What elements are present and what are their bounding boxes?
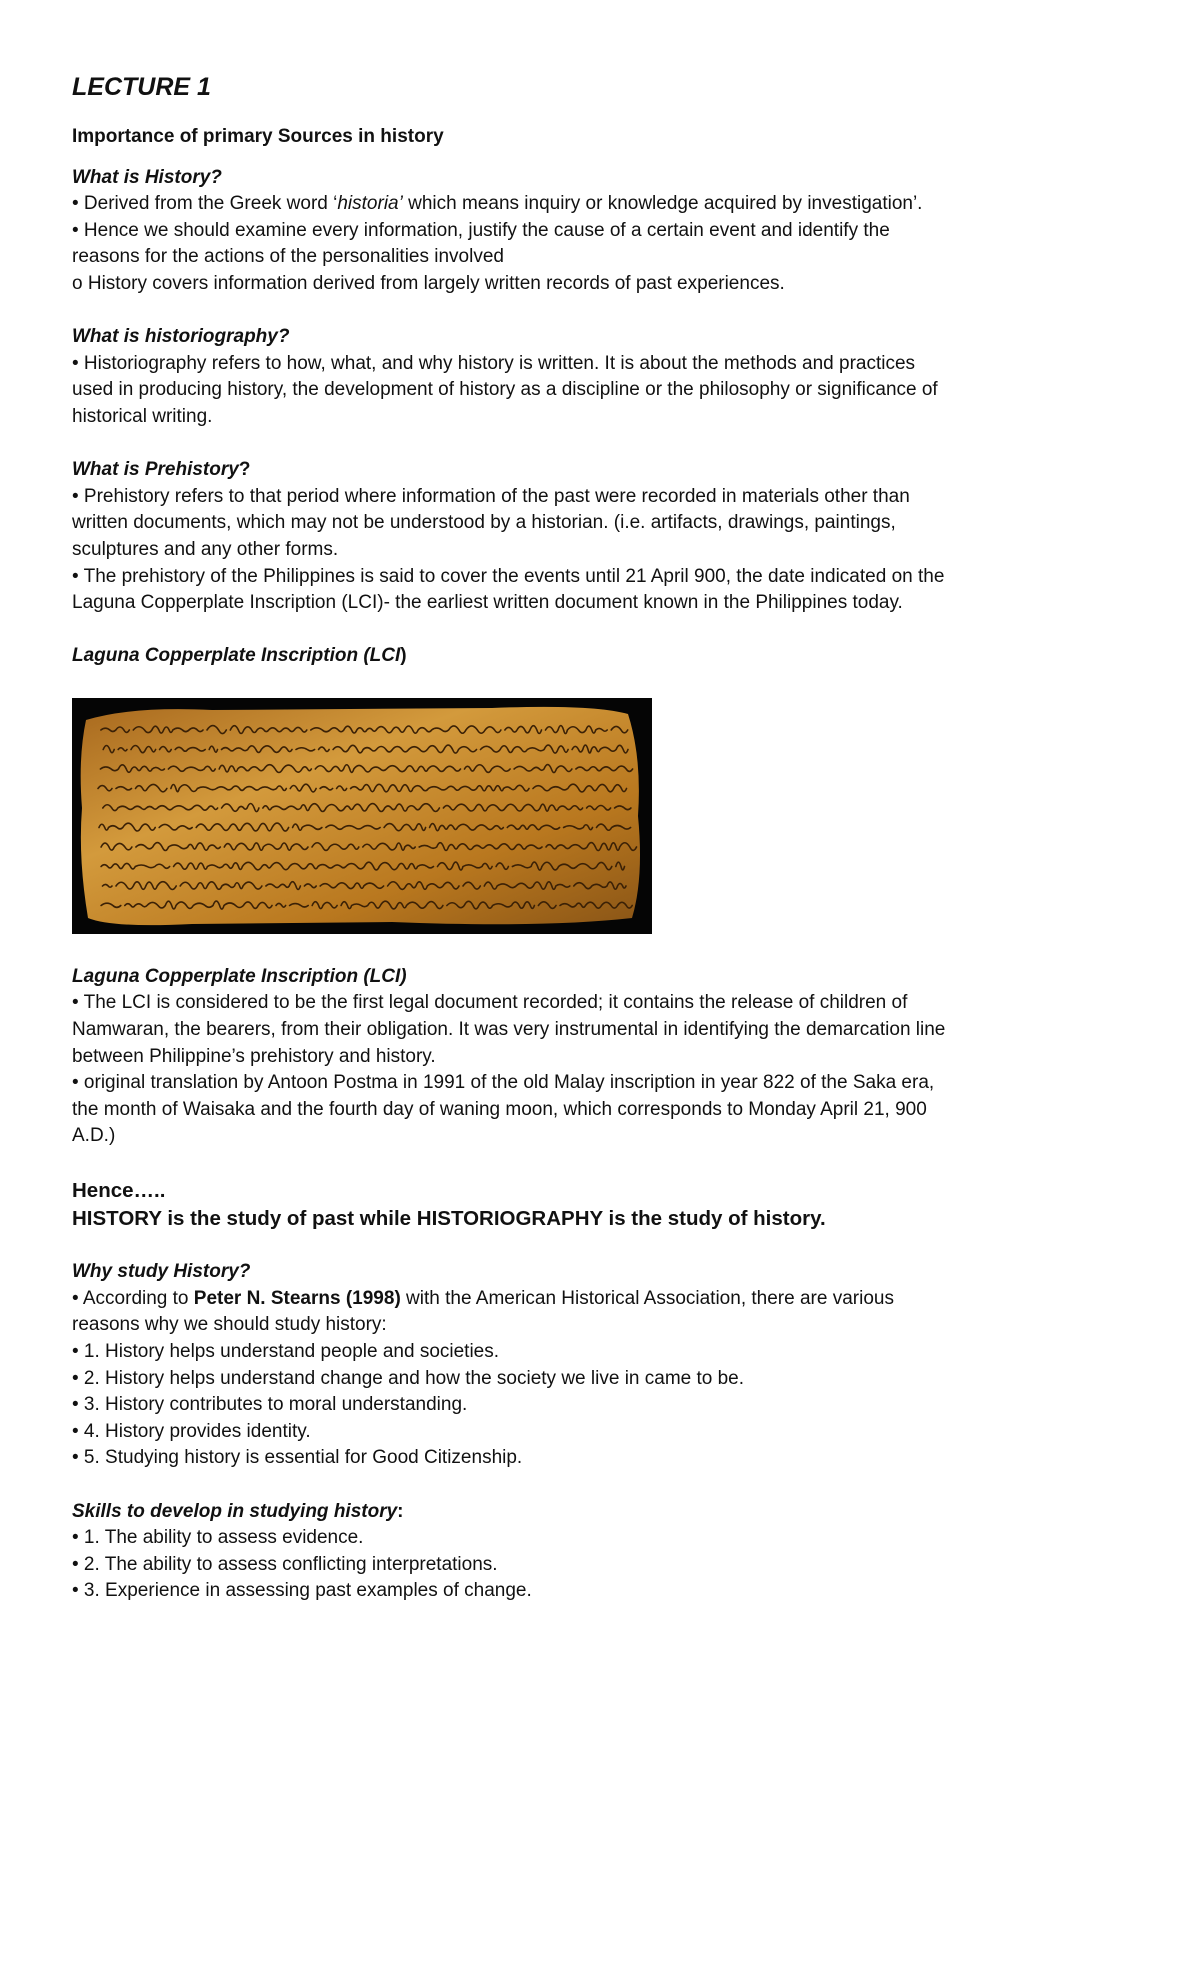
why-item: • 5. Studying history is essential for Good Citizenship. bbox=[72, 1447, 523, 1469]
prehistory-paragraph-2: • The prehistory of the Philippines is said to cover the events until 21 April 900, the date indicated on the Laguna Copperplate Inscription (LCI)- the earliest written document known in the Philippines today. bbox=[72, 565, 945, 614]
heading-skills bbox=[72, 1499, 952, 1526]
skills-heading-text: Skills to develop in studying history bbox=[72, 1500, 398, 1522]
history-paragraph-2: • Hence we should examine every information, justify the cause of a certain event and identify the reasons for the actions of the personalities involved bbox=[72, 219, 890, 268]
prehistory-heading-text: What is Prehistory bbox=[72, 459, 239, 481]
why-intro-suffix: with the American Historical Association, there are various reasons why we should study history: bbox=[72, 1287, 894, 1336]
why-item: • 1. History helps understand people and societies. bbox=[72, 1341, 500, 1362]
why-item: • 2. History helps understand change and how the society we live in came to be. bbox=[72, 1367, 745, 1389]
lecture-title: LECTURE 1 bbox=[72, 73, 211, 101]
why-item: • 4. History provides identity. bbox=[72, 1420, 311, 1442]
history-paragraph-1 bbox=[72, 191, 952, 218]
hence-line: Hence….. bbox=[72, 1178, 166, 1202]
heading-what-is-historiography: What is historiography? bbox=[72, 326, 290, 348]
stearns-citation: Peter N. Stearns (1998) bbox=[193, 1287, 401, 1309]
history-p1-suffix: which means inquiry or knowledge acquired by investigation’. bbox=[402, 193, 923, 215]
history-definition-statement: HISTORY is the study of past while HISTORIOGRAPHY is the study of history. bbox=[72, 1206, 826, 1230]
historia-term: historia’ bbox=[337, 193, 403, 215]
lci-paragraph-1: • The LCI is considered to be the first legal document recorded; it contains the release of children of Namwaran, the bearers, from their obligation. It was very instrumental in identifying the demarcation line between Philippine’s prehistory and history. bbox=[72, 992, 946, 1067]
historiography-paragraph: • Historiography refers to how, what, and why history is written. It is about the methods and practices used in producing history, the development of history as a discipline or the philosophy or significance of historical writing. bbox=[72, 352, 938, 427]
skills-heading-tail: : bbox=[397, 1500, 404, 1522]
why-intro-prefix: • According to bbox=[72, 1287, 194, 1309]
document-body bbox=[72, 72, 952, 1605]
prehistory-heading-tail: ? bbox=[238, 459, 251, 481]
copperplate-illustration bbox=[72, 698, 652, 934]
skills-item: • 3. Experience in assessing past examples of change. bbox=[72, 1580, 532, 1602]
heading-lci: Laguna Copperplate Inscription (LCI) bbox=[72, 965, 407, 987]
history-paragraph-3: o History covers information derived from largely written records of past experiences. bbox=[72, 272, 785, 294]
heading-what-is-history: What is History? bbox=[72, 166, 222, 188]
lci-caption-text: Laguna Copperplate Inscription (LCI bbox=[72, 645, 401, 667]
skills-item: • 2. The ability to assess conflicting interpretations. bbox=[72, 1553, 498, 1575]
why-item: • 3. History contributes to moral understanding. bbox=[72, 1394, 468, 1416]
history-p1-prefix: • Derived from the Greek word ‘ bbox=[72, 193, 338, 215]
prehistory-paragraph-1: • Prehistory refers to that period where information of the past were recorded in materials other than written documents, which may not be understood by a historian. (i.e. artifacts, drawings, paintings, sculptures and any other forms. bbox=[72, 485, 910, 560]
lci-paragraph-2: • original translation by Antoon Postma in 1991 of the old Malay inscription in year 822 of the Saka era, the month of Waisaka and the fourth day of waning moon, which corresponds to Monday April 21, 900 A.D.) bbox=[72, 1072, 935, 1147]
skills-item: • 1. The ability to assess evidence. bbox=[72, 1527, 364, 1549]
lci-caption-tail: ) bbox=[400, 645, 407, 667]
laguna-copperplate-image bbox=[72, 698, 652, 934]
copper-plate bbox=[81, 707, 640, 925]
document-subtitle: Importance of primary Sources in history bbox=[72, 126, 444, 147]
heading-why-study-history: Why study History? bbox=[72, 1261, 251, 1283]
why-intro bbox=[72, 1286, 952, 1339]
heading-what-is-prehistory bbox=[72, 457, 952, 484]
lci-caption bbox=[72, 643, 952, 670]
